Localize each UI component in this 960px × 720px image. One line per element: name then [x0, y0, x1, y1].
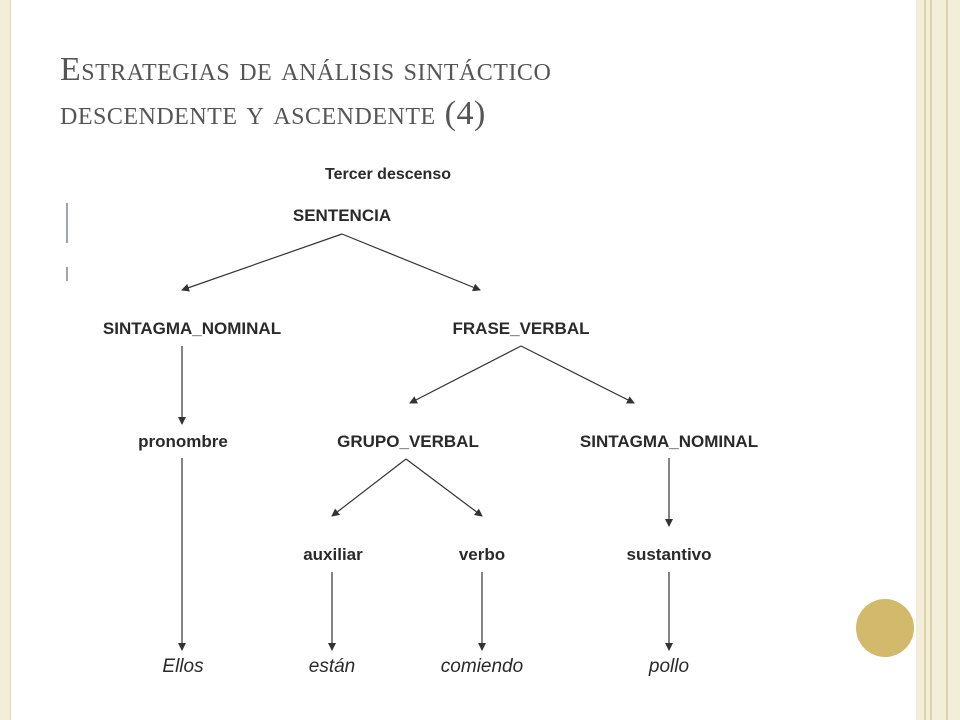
- edge-frase-verbal-to-sintagma-nominal: [521, 346, 634, 403]
- node-grupo-verbal: GRUPO_VERBAL: [337, 432, 479, 451]
- diagram-caption: Tercer descenso: [325, 166, 451, 183]
- node-pronombre: pronombre: [138, 432, 228, 451]
- edge-sentencia-to-frase-verbal: [342, 234, 480, 290]
- node-sustantivo: sustantivo: [626, 545, 712, 564]
- node-auxiliar: auxiliar: [303, 545, 363, 564]
- node-sintagma-nominal-subject: SINTAGMA_NOMINAL: [102, 319, 282, 338]
- title-line-1: Estrategias de análisis sintáctico: [60, 51, 552, 88]
- node-sintagma-nominal-object: SINTAGMA_NOMINAL: [579, 432, 759, 451]
- leaf-comiendo: comiendo: [440, 656, 524, 677]
- leaf-ellos: Ellos: [162, 656, 204, 677]
- leaf-pollo: pollo: [648, 656, 690, 677]
- node-sentencia: SENTENCIA: [292, 206, 392, 225]
- edge-grupo-verbal-to-verbo: [406, 459, 482, 516]
- edge-grupo-verbal-to-auxiliar: [332, 459, 406, 516]
- node-frase-verbal: FRASE_VERBAL: [452, 319, 590, 338]
- edge-frase-verbal-to-grupo-verbal: [410, 346, 521, 403]
- edge-sentencia-to-sintagma-nominal: [182, 234, 342, 290]
- title-line-2: descendente y ascendente (4): [60, 95, 486, 132]
- node-verbo: verbo: [458, 545, 506, 564]
- leaf-estan: están: [308, 656, 356, 677]
